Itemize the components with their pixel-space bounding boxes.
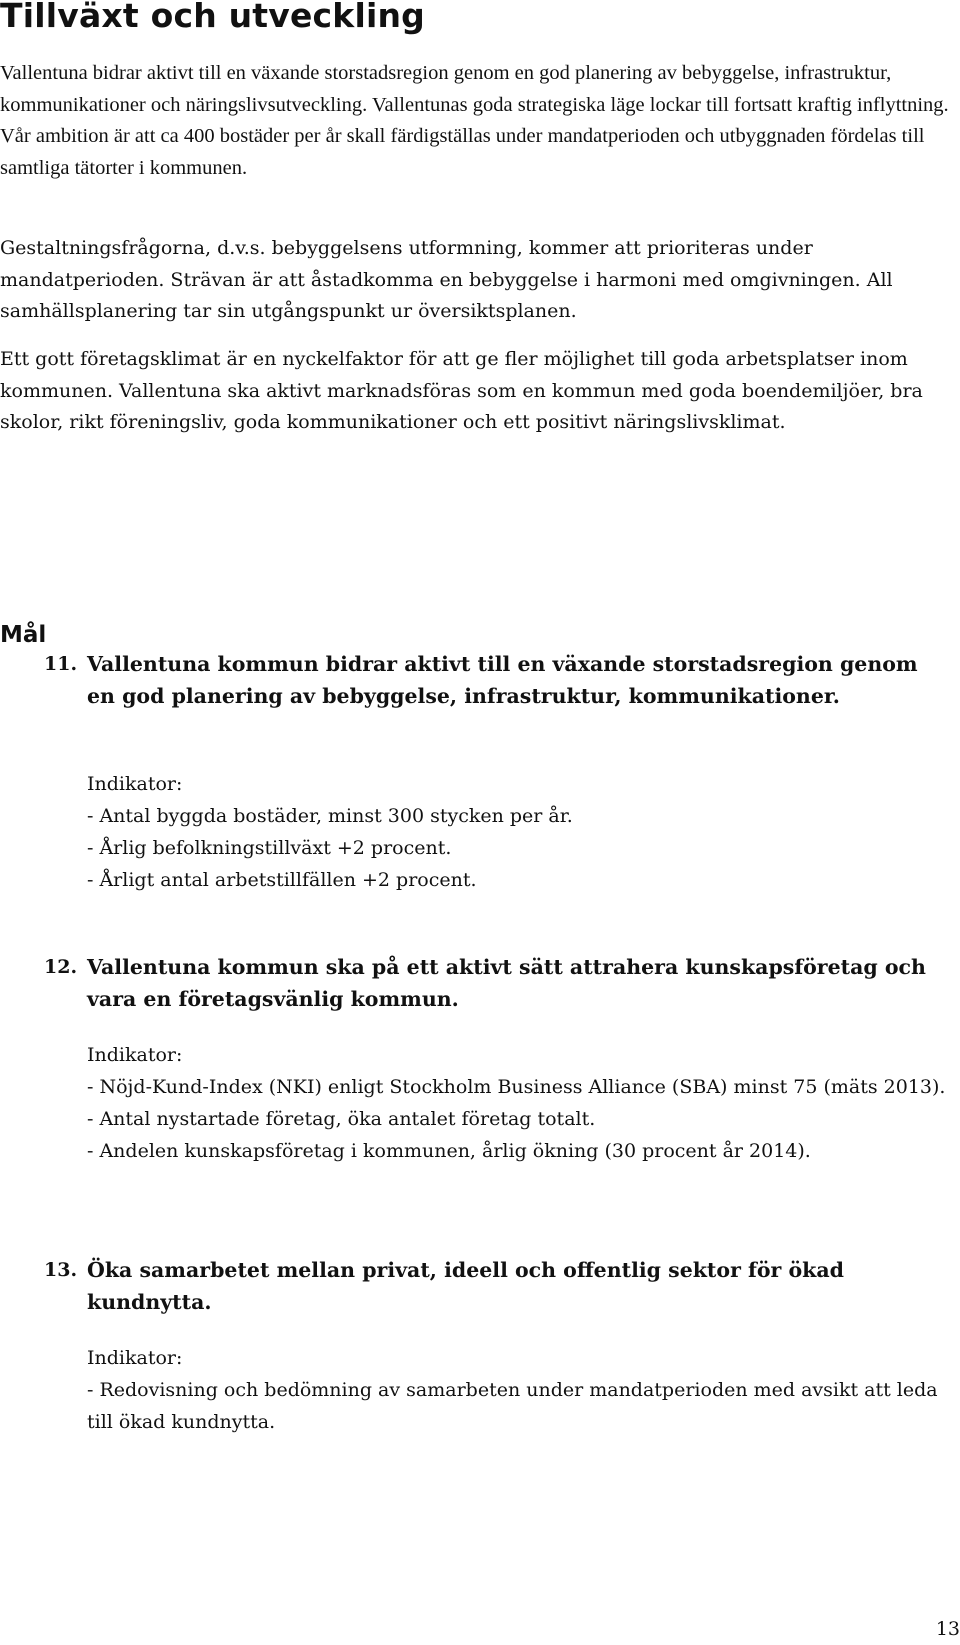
design-paragraph: Gestaltningsfrågorna, d.v.s. bebyggelsens utformning, kommer att prioriteras under mandatperioden. Strävan är att åstadkomma en bebyggelse i harmoni med omgivningen. All samhällsplanering tar sin utgångspunkt ur översiktsplanen.	[0, 237, 893, 322]
page-number: 13	[935, 1618, 960, 1640]
indicator-list	[87, 800, 947, 896]
indicator-label: Indikator:	[87, 773, 183, 795]
goal-number: 13.	[44, 1259, 78, 1281]
goal-title: Öka samarbetet mellan privat, ideell och offentlig sektor för ökad kundnytta.	[87, 1258, 844, 1314]
indicator-item: - Antal nystartade företag, öka antalet företag totalt.	[87, 1108, 596, 1130]
business-climate-paragraph: Ett gott företagsklimat är en nyckelfaktor för att ge fler möjlighet till goda arbetsplatser inom kommunen. Vallentuna ska aktivt marknadsföras som en kommun med goda boendemiljöer, bra skolor, rikt föreningsliv, goda kommunikationer och ett positivt näringslivsklimat.	[0, 348, 923, 433]
indicator-item: - Nöjd-Kund-Index (NKI) enligt Stockholm Business Alliance (SBA) minst 75 (mäts 2013).	[87, 1076, 946, 1098]
goal-number: 12.	[44, 956, 78, 978]
goal-title: Vallentuna kommun ska på ett aktivt sätt attrahera kunskapsföretag och vara en företagsvänlig kommun.	[87, 955, 926, 1011]
indicator-list	[87, 1071, 947, 1167]
page-title: Tillväxt och utveckling	[0, 0, 425, 35]
indicator-label: Indikator:	[87, 1044, 183, 1066]
indicator-list	[87, 1374, 947, 1438]
goals-heading: Mål	[0, 622, 47, 648]
goal-number: 11.	[44, 653, 78, 675]
goal-title: Vallentuna kommun bidrar aktivt till en växande storstadsregion genom en god planering av bebyggelse, infrastruktur, kommunikationer.	[87, 652, 918, 708]
indicator-label: Indikator:	[87, 1347, 183, 1369]
indicator-item: - Andelen kunskapsföretag i kommunen, årlig ökning (30 procent år 2014).	[87, 1140, 811, 1162]
indicator-item: - Årligt antal arbetstillfällen +2 procent.	[87, 869, 477, 891]
indicator-item: - Årlig befolkningstillväxt +2 procent.	[87, 837, 452, 859]
intro-paragraph: Vallentuna bidrar aktivt till en växande storstadsregion genom en god planering av bebyggelse, infrastruktur, kommunikationer och näringslivsutveckling. Vallentunas goda strategiska läge lockar till fortsatt kraftig inflyttning. Vår ambition är att ca 400 bostäder per år skall färdigställas under mandatperioden och utbyggnaden fördelas till samtliga tätorter i kommunen.	[0, 62, 949, 179]
indicator-item: - Redovisning och bedömning av samarbeten under mandatperioden med avsikt att leda till ökad kundnytta.	[87, 1379, 938, 1433]
indicator-item: - Antal byggda bostäder, minst 300 stycken per år.	[87, 805, 573, 827]
